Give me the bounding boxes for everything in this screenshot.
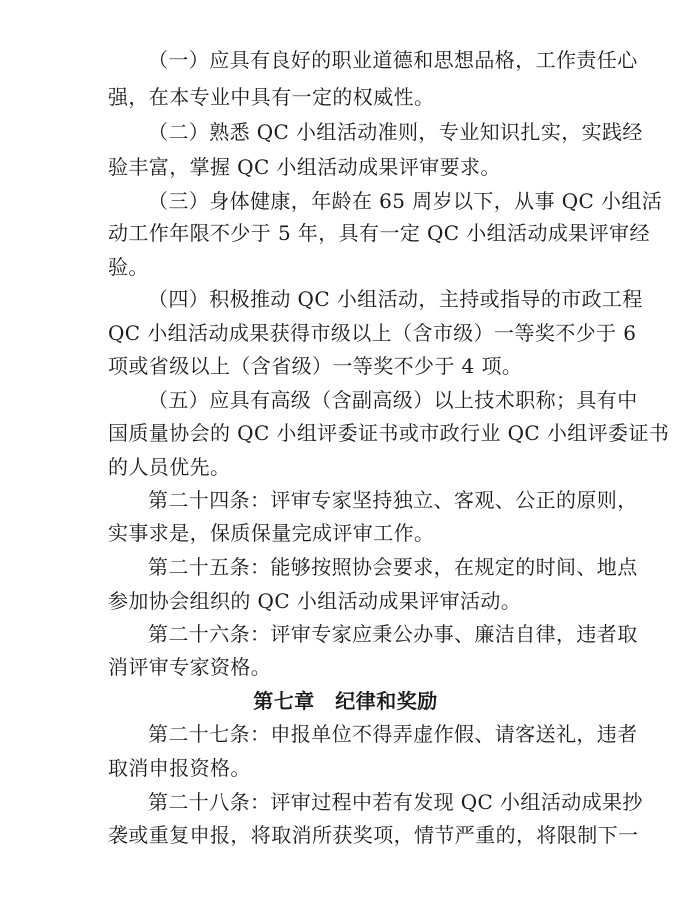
article-27-line-2: 取消申报资格。 (108, 756, 251, 780)
clause-3-line-2: 动工作年限不少于 5 年，具有一定 QC 小组活动成果评审经 (108, 221, 650, 245)
article-24-line-2: 实事求是，保质保量完成评审工作。 (108, 521, 435, 545)
article-28-line-2: 袭或重复申报，将取消所获奖项，情节严重的，将限制下一 (108, 823, 639, 847)
clause-1-line-1: （一）应具有良好的职业道德和思想品格，工作责任心 (148, 48, 638, 72)
article-26-line-2: 消评审专家资格。 (108, 655, 272, 679)
clause-5-line-2: 国质量协会的 QC 小组评委证书或市政行业 QC 小组评委证书 (108, 421, 670, 445)
article-25-line-2: 参加协会组织的 QC 小组活动成果评审活动。 (108, 589, 522, 613)
clause-1-line-2: 强，在本专业中具有一定的权威性。 (108, 85, 435, 109)
clause-4-line-3: 项或省级以上（含省级）一等奖不少于 4 项。 (108, 354, 523, 378)
article-28-line-1: 第二十八条：评审过程中若有发现 QC 小组活动成果抄 (148, 790, 643, 814)
chapter-heading: 第七章 纪律和奖励 (253, 689, 438, 713)
article-25-line-1: 第二十五条：能够按照协会要求，在规定的时间、地点 (148, 555, 638, 579)
clause-4-line-1: （四）积极推动 QC 小组活动，主持或指导的市政工程 (148, 287, 643, 311)
clause-4-line-2: QC 小组活动成果获得市级以上（含市级）一等奖不少于 6 (108, 321, 637, 345)
clause-3-line-3: 验。 (108, 255, 149, 279)
clause-2-line-1: （二）熟悉 QC 小组活动准则，专业知识扎实，实践经 (148, 120, 643, 144)
clause-5-line-3: 的人员优先。 (108, 455, 231, 479)
article-24-line-1: 第二十四条：评审专家坚持独立、客观、公正的原则， (148, 488, 638, 512)
clause-5-line-1: （五）应具有高级（含副高级）以上技术职称；具有中 (148, 388, 638, 412)
article-26-line-1: 第二十六条：评审专家应秉公办事、廉洁自律，违者取 (148, 622, 638, 646)
clause-2-line-2: 验丰富，掌握 QC 小组活动成果评审要求。 (108, 155, 501, 179)
clause-3-line-1: （三）身体健康，年龄在 65 周岁以下，从事 QC 小组活 (148, 189, 663, 213)
article-27-line-1: 第二十七条：申报单位不得弄虚作假、请客送礼，违者 (148, 722, 638, 746)
